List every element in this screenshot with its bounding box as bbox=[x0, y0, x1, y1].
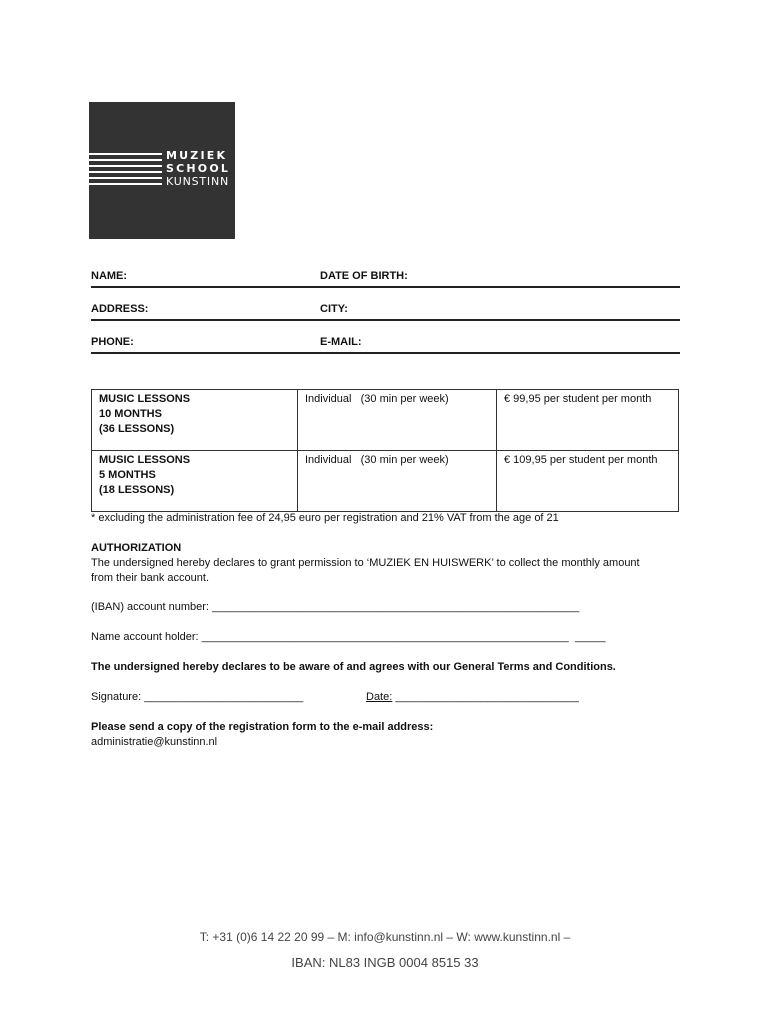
logo-stripe bbox=[89, 159, 162, 161]
logo-word: KUNSTINN bbox=[166, 175, 230, 188]
iban-field: (IBAN) account number: ____________________________________________________________ bbox=[91, 601, 580, 613]
phone-email-row bbox=[91, 334, 680, 354]
address-city-row bbox=[91, 301, 680, 321]
logo-stripe bbox=[89, 177, 162, 179]
logo-stripe bbox=[89, 153, 162, 155]
lesson-price: € 109,95 per student per month bbox=[497, 451, 679, 512]
admin-email: administratie@kunstinn.nl bbox=[91, 736, 218, 748]
name-label: NAME: bbox=[91, 270, 128, 282]
fee-note: * excluding the administration fee of 24,95 euro per registration and 21% VAT from the age of 21 bbox=[91, 512, 559, 524]
lesson-title: MUSIC LESSONS bbox=[99, 454, 191, 466]
logo-word: SCHOOL bbox=[166, 162, 231, 175]
lesson-duration: 5 MONTHS bbox=[99, 469, 156, 481]
signature-field bbox=[91, 690, 303, 705]
footer-contact: T: +31 (0)6 14 22 20 99 – M: info@kunstinn.nl – W: www.kunstinn.nl – bbox=[199, 930, 571, 944]
date-line: ______________________________ bbox=[392, 691, 579, 703]
city-label: CITY: bbox=[320, 303, 348, 315]
dob-label: DATE OF BIRTH: bbox=[320, 270, 408, 282]
lesson-duration: 10 MONTHS bbox=[99, 408, 162, 420]
lesson-count: (36 LESSONS) bbox=[99, 423, 175, 435]
logo-stripe bbox=[89, 171, 162, 173]
muziekschool-logo bbox=[89, 102, 235, 239]
lesson-cell bbox=[92, 451, 298, 512]
authorization-text: from their bank account. bbox=[91, 572, 210, 584]
account-holder-field: Name account holder: ____________________________________________________________ _____ bbox=[91, 631, 606, 643]
name-dob-row bbox=[91, 268, 680, 288]
signature-line: __________________________ bbox=[144, 691, 304, 703]
logo-word: MUZIEK bbox=[166, 149, 228, 162]
send-instruction: Please send a copy of the registration form to the e-mail address: bbox=[91, 721, 434, 733]
lesson-title: MUSIC LESSONS bbox=[99, 393, 191, 405]
lesson-type: Individual (30 min per week) bbox=[298, 451, 497, 512]
lesson-price: € 99,95 per student per month bbox=[497, 390, 679, 451]
authorization-text: The undersigned hereby declares to grant permission to ‘MUZIEK EN HUISWERK’ to collect the monthly amount bbox=[91, 557, 640, 569]
lesson-type: Individual (30 min per week) bbox=[298, 390, 497, 451]
logo-stripe bbox=[89, 183, 162, 185]
lesson-count: (18 LESSONS) bbox=[99, 484, 175, 496]
logo-stripe bbox=[89, 165, 162, 167]
signature-label: Signature: bbox=[91, 691, 145, 703]
authorization-heading: AUTHORIZATION bbox=[91, 542, 182, 554]
date-field bbox=[366, 690, 579, 705]
lesson-cell bbox=[92, 390, 298, 451]
table-row bbox=[92, 390, 679, 451]
email-label: E-MAIL: bbox=[320, 336, 362, 348]
lessons-table bbox=[91, 389, 679, 512]
address-label: ADDRESS: bbox=[91, 303, 149, 315]
date-label: Date: bbox=[366, 691, 393, 703]
terms-statement: The undersigned hereby declares to be aware of and agrees with our General Terms and Conditions. bbox=[91, 661, 616, 673]
footer-iban: IBAN: NL83 INGB 0004 8515 33 bbox=[291, 955, 479, 970]
table-row bbox=[92, 451, 679, 512]
phone-label: PHONE: bbox=[91, 336, 134, 348]
